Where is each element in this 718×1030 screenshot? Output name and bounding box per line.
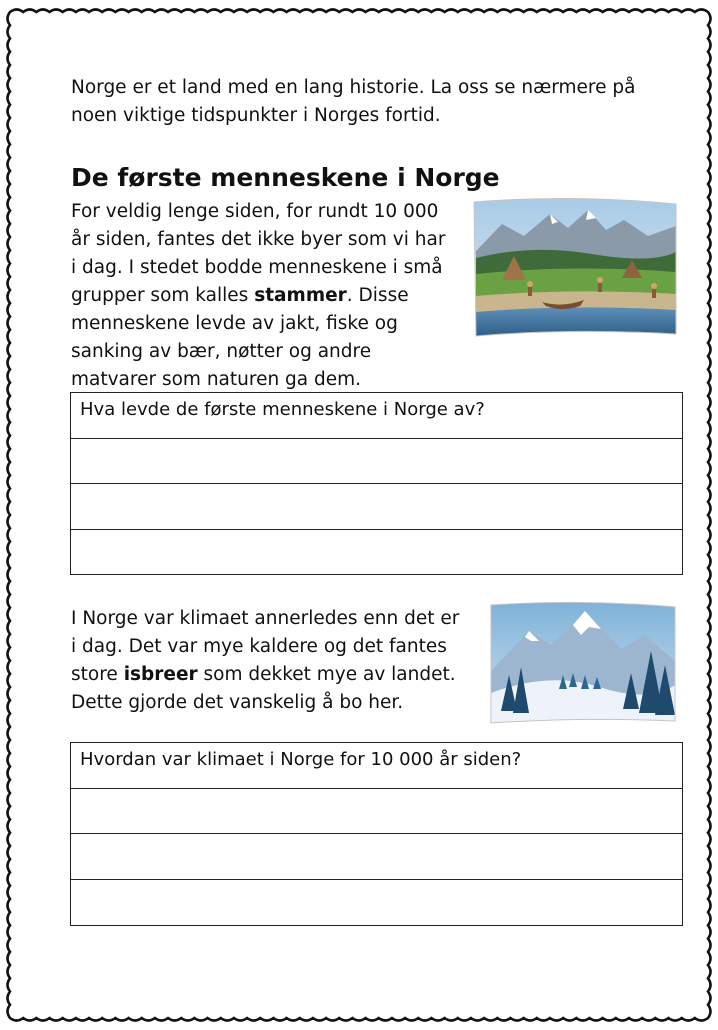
answer-line[interactable] — [71, 834, 682, 880]
paragraph-line: menneskene levde av jakt, fiske og — [71, 313, 398, 334]
answer-line[interactable] — [71, 439, 682, 485]
section-heading: De første menneskene i Norge — [71, 163, 500, 192]
intro-line: Norge er et land med en lang historie. La oss se nærmere på — [71, 77, 636, 98]
paragraph-line: sanking av bær, nøtter og andre — [71, 341, 372, 362]
text-fragment: . Disse — [346, 285, 409, 306]
question-text: Hvordan var klimaet i Norge for 10 000 år siden? — [71, 743, 682, 789]
paragraph-line — [71, 661, 481, 689]
snowy-mountains-illustration — [489, 601, 677, 725]
paragraph-line: i dag. Det var mye kaldere og det fantes — [71, 636, 447, 657]
paragraph-line: matvarer som naturen ga dem. — [71, 369, 362, 390]
intro-line: noen viktige tidspunkter i Norges fortid. — [71, 105, 441, 126]
question-text: Hva levde de første menneskene i Norge av? — [71, 393, 682, 439]
answer-line[interactable] — [71, 484, 682, 530]
text-fragment: som dekket mye av landet. — [197, 664, 456, 685]
answer-line[interactable] — [71, 880, 682, 926]
answer-line[interactable] — [71, 530, 682, 576]
paragraph-line: Dette gjorde det vanskelig å bo her. — [71, 692, 404, 713]
section1-paragraph — [71, 198, 463, 394]
stone-age-camp-illustration — [472, 196, 678, 338]
intro-paragraph — [71, 74, 661, 130]
answer-line[interactable] — [71, 789, 682, 835]
bold-term: isbreer — [123, 664, 198, 685]
text-fragment: store — [71, 664, 124, 685]
paragraph-line: i dag. I stedet bodde menneskene i små — [71, 257, 443, 278]
bold-term: stammer — [254, 285, 347, 306]
paragraph-line: For veldig lenge siden, for rundt 10 000 — [71, 201, 439, 222]
paragraph-line: I Norge var klimaet annerledes enn det er — [71, 608, 460, 629]
text-fragment: grupper som kalles — [71, 285, 255, 306]
answer-box-2 — [70, 742, 683, 926]
section2-paragraph — [71, 605, 481, 717]
paragraph-line: år siden, fantes det ikke byer som vi har — [71, 229, 446, 250]
paragraph-line — [71, 282, 463, 310]
answer-box-1 — [70, 392, 683, 575]
